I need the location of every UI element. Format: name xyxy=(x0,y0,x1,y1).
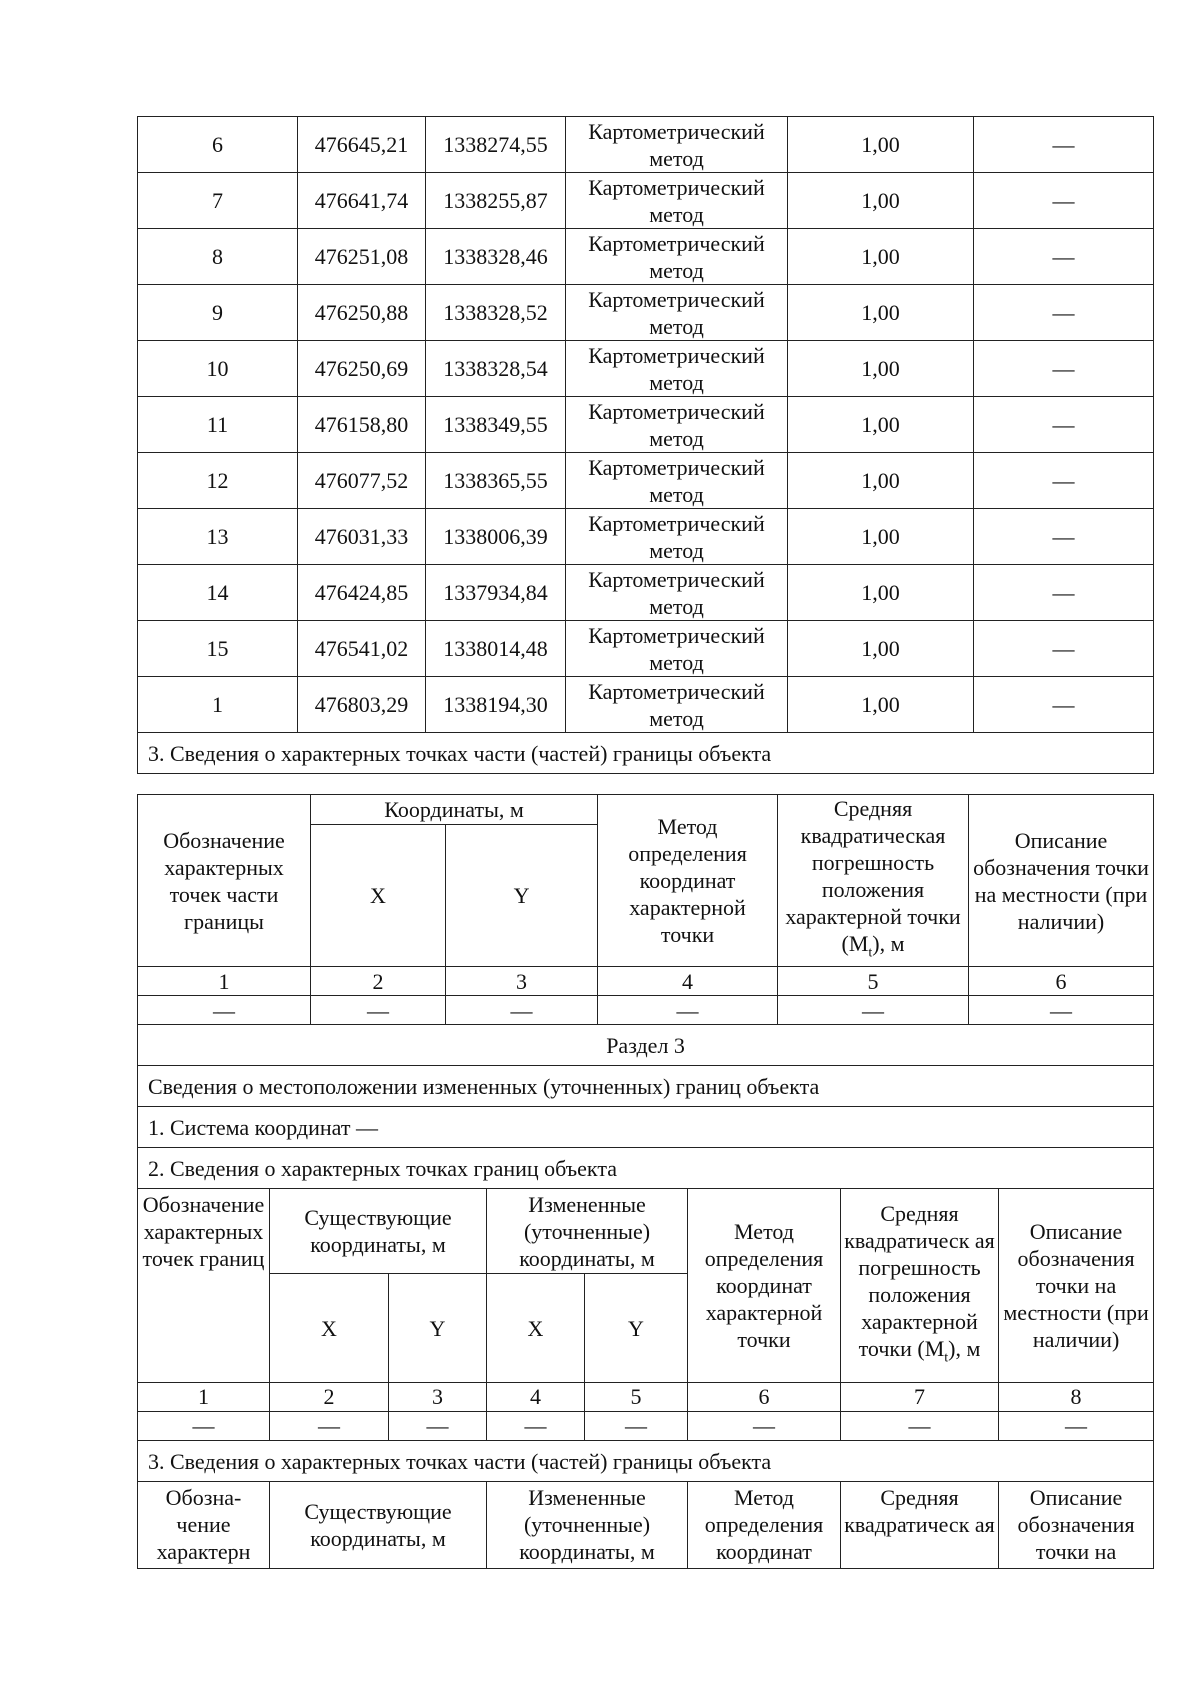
header3-method: Метод определения координат xyxy=(688,1482,841,1569)
column-number: 2 xyxy=(311,967,446,996)
error-value: 1,00 xyxy=(788,229,974,285)
header-method: Метод определения координат характерной точки xyxy=(598,795,778,967)
table-row xyxy=(138,229,1154,285)
table-row xyxy=(138,509,1154,565)
table-row xyxy=(138,173,1154,229)
coord-y: 1338014,48 xyxy=(426,621,566,677)
table-row xyxy=(138,117,1154,173)
dash-cell: — xyxy=(585,1412,688,1441)
column-number: 6 xyxy=(969,967,1154,996)
description: — xyxy=(974,453,1154,509)
point-number: 10 xyxy=(138,341,298,397)
header-row xyxy=(138,1189,1154,1274)
dash-cell: — xyxy=(138,996,311,1025)
method: Картометрический метод xyxy=(566,341,788,397)
method: Картометрический метод xyxy=(566,565,788,621)
coord-x: 476541,02 xyxy=(298,621,426,677)
description: — xyxy=(974,173,1154,229)
header-changed: Измененные (уточненные) координаты, м xyxy=(487,1189,688,1274)
coord-y: 1338274,55 xyxy=(426,117,566,173)
header-changed-x: X xyxy=(487,1274,585,1383)
point-number: 1 xyxy=(138,677,298,733)
header-desc: Описание обозначения точки на местности (при наличии) xyxy=(969,795,1154,967)
description: — xyxy=(974,117,1154,173)
table-row xyxy=(138,453,1154,509)
header3-existing: Существующие координаты, м xyxy=(270,1482,487,1569)
table-row xyxy=(138,341,1154,397)
error-value: 1,00 xyxy=(788,565,974,621)
dash-cell: — xyxy=(778,996,969,1025)
description: — xyxy=(974,229,1154,285)
column-number: 5 xyxy=(778,967,969,996)
header3-point: Обозна-чение характерн xyxy=(138,1482,270,1569)
column-number: 6 xyxy=(688,1383,841,1412)
header-x: X xyxy=(311,825,446,967)
method: Картометрический метод xyxy=(566,397,788,453)
method: Картометрический метод xyxy=(566,453,788,509)
dash-cell: — xyxy=(446,996,598,1025)
coord-x: 476641,74 xyxy=(298,173,426,229)
dash-cell: — xyxy=(270,1412,389,1441)
section-3-title: 3. Сведения о характерных точках части (частей) границы объекта xyxy=(138,1441,1154,1482)
section-2-row xyxy=(138,1148,1154,1189)
column-numbers-row xyxy=(138,1383,1154,1412)
coord-x: 476158,80 xyxy=(298,397,426,453)
coord-x: 476645,21 xyxy=(298,117,426,173)
header-row xyxy=(138,795,1154,825)
description: — xyxy=(974,565,1154,621)
header-existing-x: X xyxy=(270,1274,389,1383)
point-number: 14 xyxy=(138,565,298,621)
column-number: 4 xyxy=(487,1383,585,1412)
dash-row xyxy=(138,996,1154,1025)
dash-cell: — xyxy=(138,1412,270,1441)
method: Картометрический метод xyxy=(566,509,788,565)
coord-system: 1. Система координат — xyxy=(138,1107,1154,1148)
coord-x: 476803,29 xyxy=(298,677,426,733)
error-value: 1,00 xyxy=(788,341,974,397)
table-row xyxy=(138,285,1154,341)
method: Картометрический метод xyxy=(566,173,788,229)
dash-cell: — xyxy=(969,996,1154,1025)
header3-error: Средняя квадратическ ая xyxy=(841,1482,999,1569)
header3-changed: Измененные (уточненные) координаты, м xyxy=(487,1482,688,1569)
coord-x: 476424,85 xyxy=(298,565,426,621)
point-number: 11 xyxy=(138,397,298,453)
method: Картометрический метод xyxy=(566,621,788,677)
column-number: 4 xyxy=(598,967,778,996)
description: — xyxy=(974,677,1154,733)
error-value: 1,00 xyxy=(788,509,974,565)
coord-system-row xyxy=(138,1107,1154,1148)
header-existing: Существующие координаты, м xyxy=(270,1189,487,1274)
column-number: 1 xyxy=(138,967,311,996)
point-number: 15 xyxy=(138,621,298,677)
table-row xyxy=(138,565,1154,621)
description: — xyxy=(974,285,1154,341)
coord-y: 1338194,30 xyxy=(426,677,566,733)
razdel-title: Раздел 3 xyxy=(138,1025,1154,1066)
error-value: 1,00 xyxy=(788,621,974,677)
point-number: 9 xyxy=(138,285,298,341)
coord-y: 1338328,46 xyxy=(426,229,566,285)
header-point: Обозначение характерных точек границ xyxy=(138,1189,270,1383)
table-row xyxy=(138,397,1154,453)
header-existing-y: Y xyxy=(389,1274,487,1383)
error-value: 1,00 xyxy=(788,173,974,229)
section-title: Сведения о местоположении измененных (уточненных) границ объекта xyxy=(138,1066,1154,1107)
error-value: 1,00 xyxy=(788,677,974,733)
point-number: 8 xyxy=(138,229,298,285)
section-3-title: 3. Сведения о характерных точках части (частей) границы объекта xyxy=(138,733,1154,774)
point-number: 13 xyxy=(138,509,298,565)
part-boundary-table xyxy=(137,794,1154,1025)
header-changed-y: Y xyxy=(585,1274,688,1383)
column-number: 7 xyxy=(841,1383,999,1412)
section-3-row xyxy=(138,1441,1154,1482)
dash-cell: — xyxy=(999,1412,1154,1441)
dash-cell: — xyxy=(598,996,778,1025)
dash-cell: — xyxy=(688,1412,841,1441)
coord-x: 476077,52 xyxy=(298,453,426,509)
header-desc: Описание обозначения точки на местности (при наличии) xyxy=(999,1189,1154,1383)
coordinates-table xyxy=(137,116,1154,774)
title-row xyxy=(138,1066,1154,1107)
dash-cell: — xyxy=(389,1412,487,1441)
point-number: 7 xyxy=(138,173,298,229)
column-number: 3 xyxy=(446,967,598,996)
table-body xyxy=(138,117,1154,733)
coord-y: 1338328,52 xyxy=(426,285,566,341)
method: Картометрический метод xyxy=(566,677,788,733)
header-row-3 xyxy=(138,1482,1154,1569)
point-number: 12 xyxy=(138,453,298,509)
method: Картометрический метод xyxy=(566,285,788,341)
coord-x: 476251,08 xyxy=(298,229,426,285)
description: — xyxy=(974,341,1154,397)
header-coords: Координаты, м xyxy=(311,795,598,825)
coord-y: 1338006,39 xyxy=(426,509,566,565)
coord-y: 1338328,54 xyxy=(426,341,566,397)
column-numbers-row xyxy=(138,967,1154,996)
coord-x: 476250,69 xyxy=(298,341,426,397)
header3-desc: Описание обозначения точки на xyxy=(999,1482,1154,1569)
error-value: 1,00 xyxy=(788,453,974,509)
table-row xyxy=(138,677,1154,733)
section-row xyxy=(138,733,1154,774)
column-number: 1 xyxy=(138,1383,270,1412)
header-method: Метод определения координат характерной точки xyxy=(688,1189,841,1383)
point-number: 6 xyxy=(138,117,298,173)
header-error: Средняя квадратическ ая погрешность положения характерной точки $(M_t)$, м xyxy=(841,1189,999,1383)
coord-y: 1338365,55 xyxy=(426,453,566,509)
dash-row xyxy=(138,1412,1154,1441)
dash-cell: — xyxy=(487,1412,585,1441)
column-number: 8 xyxy=(999,1383,1154,1412)
coord-y: 1338349,55 xyxy=(426,397,566,453)
description: — xyxy=(974,621,1154,677)
coord-x: 476250,88 xyxy=(298,285,426,341)
error-value: 1,00 xyxy=(788,117,974,173)
coord-y: 1338255,87 xyxy=(426,173,566,229)
coord-y: 1337934,84 xyxy=(426,565,566,621)
table-row xyxy=(138,621,1154,677)
method: Картометрический метод xyxy=(566,229,788,285)
section-2-title: 2. Сведения о характерных точках границ объекта xyxy=(138,1148,1154,1189)
header-error: Средняя квадратическая погрешность положения характерной точки $(M_t)$, м xyxy=(778,795,969,967)
column-number: 3 xyxy=(389,1383,487,1412)
description: — xyxy=(974,509,1154,565)
section-3-table xyxy=(137,1024,1154,1569)
razdel-row xyxy=(138,1025,1154,1066)
error-value: 1,00 xyxy=(788,285,974,341)
header-y: Y xyxy=(446,825,598,967)
column-number: 5 xyxy=(585,1383,688,1412)
method: Картометрический метод xyxy=(566,117,788,173)
error-value: 1,00 xyxy=(788,397,974,453)
dash-cell: — xyxy=(311,996,446,1025)
description: — xyxy=(974,397,1154,453)
header-point: Обозначение характерных точек части границы xyxy=(138,795,311,967)
dash-cell: — xyxy=(841,1412,999,1441)
coord-x: 476031,33 xyxy=(298,509,426,565)
column-number: 2 xyxy=(270,1383,389,1412)
